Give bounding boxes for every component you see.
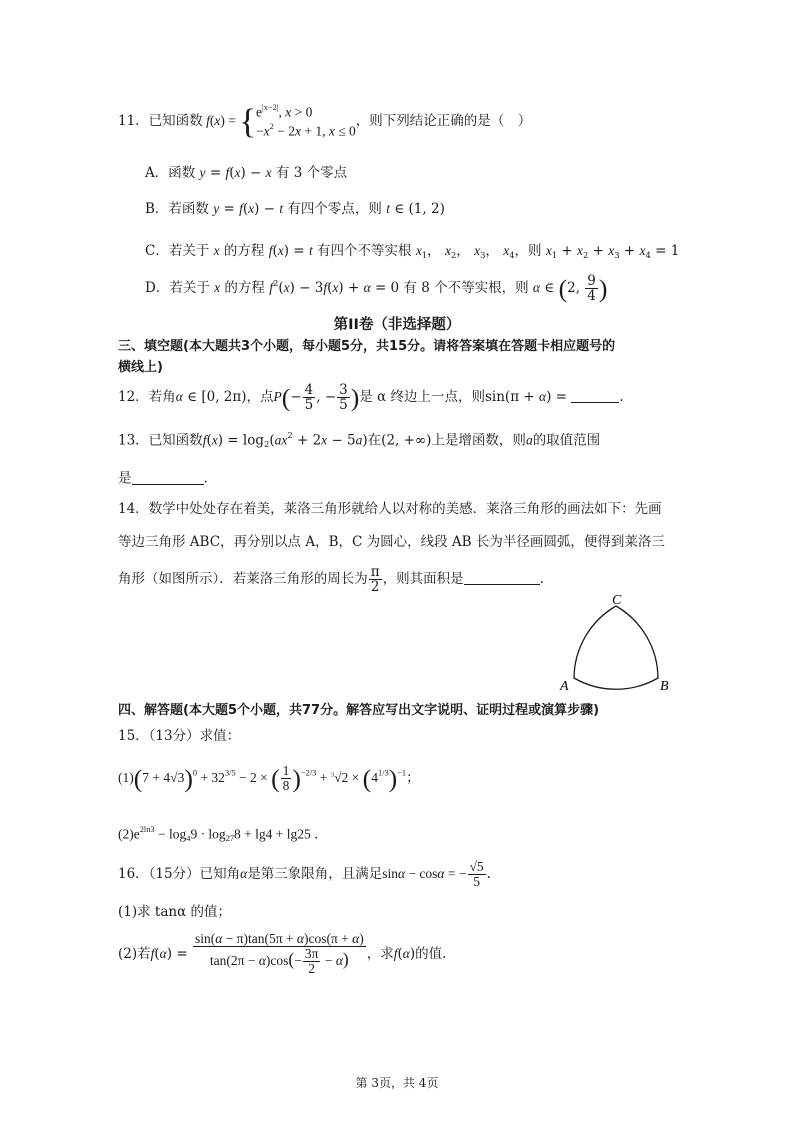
q12-prefix: 12．若角 <box>118 389 176 406</box>
q13-prefix: 13．已知函数 <box>118 432 203 449</box>
q15-p2-tail: ． <box>314 826 328 842</box>
section3-heading-line1: 三、填空题(本大题共3个小题，每小题5分，共15分。请将答案填在答题卡相应题号的 <box>118 339 616 354</box>
q13-line1: 13．已知函数$f(x) = \log_2(ax^2 + 2x - 5a)$在(2, +∞)上是增函数，则a的取值范围 <box>118 430 601 450</box>
q14-line3-c: . <box>539 571 544 588</box>
q15-stem: 15．（13分）求值： <box>118 728 241 744</box>
q11-piecewise: $e^{|x-2|}$, x > 0 $-x^2 - 2x + 1$, x ≤ 0 <box>256 103 356 139</box>
option-label: B． <box>145 201 169 217</box>
q16-stem-c: . <box>486 866 491 883</box>
option-label: A． <box>145 165 169 181</box>
page-footer: 第 3页，共 4页 <box>355 1076 439 1090</box>
q12: 12．若角α ∈ [0, 2π)，点P(− $\frac{4}{5}$ , − $\frac{3}{5}$ )是 α 终边上一点，则sin(π + α) = . <box>118 382 624 414</box>
q16-stem-b: 是第三象限角，且满足 <box>247 866 383 883</box>
q13-mid: 在 <box>367 432 382 449</box>
q15-p2-label: (2) <box>118 826 134 842</box>
q16-stem-a: 16．（15分）已知角 <box>118 866 241 883</box>
q15-part1: $(1)(7 + 4√3)^0 + 32^{3/5} - 2$ × ( $\frac{1}{8}$ )$^{-2/3} + ^3√2 \times (4^{1/3})^{-1}$； <box>118 763 420 794</box>
q12-mid: ，点 <box>246 389 274 406</box>
q14-line3-a: 角形（如图所示）．若莱洛三角形的周长为 <box>118 571 368 588</box>
q14-line3-b: ，则其面积是 <box>382 571 464 588</box>
q11-option-d: D．若关于 x 的方程 $f^2(x) - 3f(x) + \alpha = 0$ 有 8 个不等实根，则 α ∈ (2, $\frac{9}{4}$ ) <box>145 273 608 305</box>
q11-stem-suffix: ，则下列结论正确的是（ ） <box>355 112 532 129</box>
q13-tail: . <box>203 470 208 487</box>
q16-fraction: sin(α − π)tan(5π + α)cos(π + α) tan(2π − α)cos(− $\frac{3\pi}{2}$ − α) <box>194 931 364 977</box>
option-label: D． <box>145 280 170 297</box>
q16-p2-tail2: 的值. <box>415 945 447 962</box>
q11-stem: 11．已知函数 f(x) = { $e^{|x-2|}$, x > 0 $-x^2 - 2x + 1$, x ≤ 0 ，则下列结论正确的是（ ） <box>118 101 532 141</box>
q14-line1: 14．数学中处处存在着美，莱洛三角形就给人以对称的美感．莱洛三角形的画法如下：先画 <box>118 501 662 517</box>
q16-part2: (2)若f(α) = sin(α − π)tan(5π + α)cos(π + α) tan(2π − α)cos(− $\frac{3\pi}{2}$ − α) ，求f(α)的值. <box>118 931 447 977</box>
q13-suffix2: 的取值范围 <box>532 432 601 449</box>
q12-suffix: 是 α 终边上一点，则 <box>359 389 485 406</box>
q12-tail: . <box>619 389 624 406</box>
q13-line2-text: 是 <box>118 470 132 487</box>
q15-part2: $(2)e^{2ln3} - \log_49 \cdot \log_{27}8 + \lg 4 + \lg 25$ ． <box>118 825 328 844</box>
q15-p1-tail: ； <box>406 769 420 785</box>
q11-option-b: B．若函数 y = f(x) − t 有四个零点，则 t ∈ (1, 2) <box>145 201 445 217</box>
answer-blank[interactable] <box>132 470 204 485</box>
vertex-label-c: C <box>612 593 622 608</box>
q13-line2 <box>118 470 208 487</box>
q16-p2-tail: ，求 <box>366 945 394 962</box>
q16-part1: (1)求 tanα 的值； <box>118 904 231 920</box>
answer-blank[interactable] <box>464 571 540 586</box>
answer-blank[interactable] <box>571 389 619 404</box>
q11-option-a: A．函数 y = f(x) − x 有 3 个零点 <box>145 165 348 181</box>
section3-heading-line2: 横线上) <box>118 360 163 375</box>
reuleaux-curve <box>574 606 658 689</box>
option-label: C． <box>145 243 169 259</box>
q14-line3: 角形（如图所示）．若莱洛三角形的周长为 $\frac{\pi}{2}$ ，则其面积是 . <box>118 564 544 596</box>
q13-suffix: 上是增函数，则 <box>431 432 526 449</box>
q16-stem: 16．（15分）已知角α是第三象限角，且满足sinα − cosα = − $\frac{√5}{5}$ . <box>118 859 491 890</box>
vertex-label-a: A <box>560 679 569 694</box>
q11-stem-prefix: 11．已知函数 <box>118 112 203 129</box>
vertex-label-b: B <box>660 679 669 694</box>
q15-p1-label: (1) <box>118 769 134 785</box>
q16-p2-label: (2)若 <box>118 945 151 962</box>
section4-heading: 四、解答题(本大题5个小题，共77分。解答应写出文字说明、证明过程或演算步骤) <box>118 703 600 718</box>
reuleaux-triangle-figure <box>548 592 678 696</box>
q11-option-c: C．若关于 x 的方程 f(x) = t 有四个不等实根 $x_1$， $x_2$， $x_3$， $x_4$，则 $x_1 + x_2 + x_3 + x_4 = 1$ <box>145 243 680 260</box>
part2-title: 第II卷（非选择题） <box>333 317 461 333</box>
q14-line2: 等边三角形 ABC，再分别以点 A，B，C 为圆心，线段 AB 长为半径画圆弧，便得到莱洛三 <box>118 534 665 550</box>
